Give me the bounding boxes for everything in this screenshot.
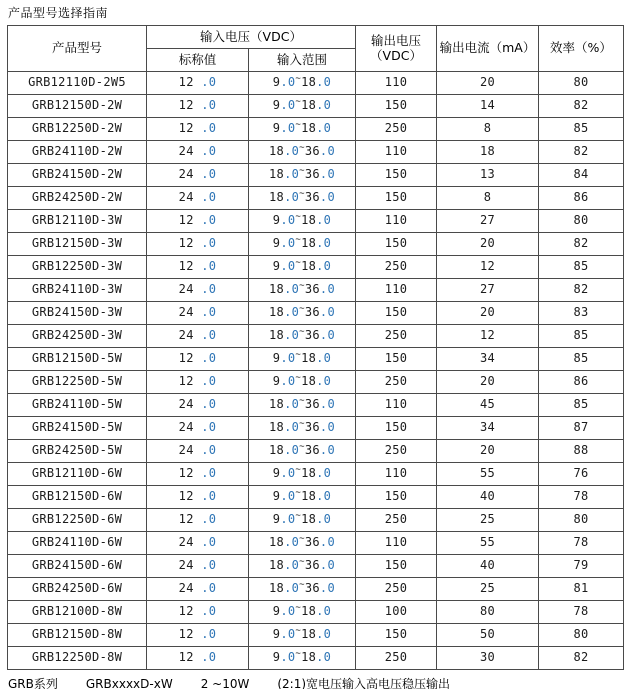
- cell-model: GRB24150D-5W: [8, 417, 147, 440]
- table-row: [8, 95, 624, 118]
- cell-model: GRB24110D-5W: [8, 394, 147, 417]
- cell-vout_vdc: 110: [356, 394, 437, 417]
- cell-range: 9.0~18.0: [249, 348, 356, 371]
- cell-eff_pct: 87: [539, 417, 624, 440]
- cell-nominal: 24 .0: [147, 417, 249, 440]
- cell-eff_pct: 85: [539, 348, 624, 371]
- header-row-1: [8, 26, 624, 49]
- table-row: [8, 279, 624, 302]
- table-row: [8, 256, 624, 279]
- cell-iout_ma: 30: [437, 647, 539, 670]
- header-input-voltage-group: 输入电压（VDC）: [147, 26, 356, 49]
- cell-eff_pct: 79: [539, 555, 624, 578]
- cell-nominal: 12 .0: [147, 118, 249, 141]
- cell-eff_pct: 78: [539, 532, 624, 555]
- cell-range: 18.0~36.0: [249, 555, 356, 578]
- header-input-range: 输入范围: [249, 49, 356, 72]
- cell-range: 18.0~36.0: [249, 417, 356, 440]
- cell-model: GRB24110D-6W: [8, 532, 147, 555]
- table-row: [8, 233, 624, 256]
- table-row: [8, 624, 624, 647]
- cell-vout_vdc: 110: [356, 72, 437, 95]
- cell-nominal: 24 .0: [147, 394, 249, 417]
- cell-range: 9.0~18.0: [249, 118, 356, 141]
- table-row: [8, 394, 624, 417]
- cell-eff_pct: 82: [539, 279, 624, 302]
- cell-eff_pct: 82: [539, 647, 624, 670]
- cell-range: 18.0~36.0: [249, 279, 356, 302]
- cell-eff_pct: 82: [539, 141, 624, 164]
- page-title: 产品型号选择指南: [8, 6, 109, 20]
- cell-iout_ma: 40: [437, 486, 539, 509]
- cell-vout_vdc: 100: [356, 601, 437, 624]
- cell-vout_vdc: 250: [356, 578, 437, 601]
- cell-range: 9.0~18.0: [249, 486, 356, 509]
- cell-eff_pct: 85: [539, 256, 624, 279]
- cell-nominal: 24 .0: [147, 302, 249, 325]
- cell-iout_ma: 12: [437, 325, 539, 348]
- cell-vout_vdc: 250: [356, 371, 437, 394]
- cell-model: GRB24150D-2W: [8, 164, 147, 187]
- cell-iout_ma: 50: [437, 624, 539, 647]
- cell-model: GRB12150D-3W: [8, 233, 147, 256]
- table-body: [8, 72, 624, 670]
- cell-eff_pct: 83: [539, 302, 624, 325]
- table-row: [8, 463, 624, 486]
- cell-model: GRB12150D-6W: [8, 486, 147, 509]
- cell-range: 18.0~36.0: [249, 164, 356, 187]
- table-row: [8, 325, 624, 348]
- cell-nominal: 12 .0: [147, 348, 249, 371]
- cell-eff_pct: 86: [539, 371, 624, 394]
- cell-vout_vdc: 110: [356, 210, 437, 233]
- cell-eff_pct: 80: [539, 624, 624, 647]
- cell-vout_vdc: 250: [356, 325, 437, 348]
- cell-vout_vdc: 150: [356, 486, 437, 509]
- footer-description: (2:1)宽电压输入高电压稳压输出: [277, 677, 451, 689]
- table-row: [8, 302, 624, 325]
- cell-eff_pct: 78: [539, 601, 624, 624]
- cell-iout_ma: 13: [437, 164, 539, 187]
- cell-range: 9.0~18.0: [249, 371, 356, 394]
- cell-iout_ma: 20: [437, 233, 539, 256]
- cell-vout_vdc: 250: [356, 509, 437, 532]
- cell-eff_pct: 78: [539, 486, 624, 509]
- cell-nominal: 12 .0: [147, 95, 249, 118]
- cell-nominal: 12 .0: [147, 486, 249, 509]
- cell-eff_pct: 85: [539, 118, 624, 141]
- cell-vout_vdc: 150: [356, 348, 437, 371]
- cell-model: GRB24250D-3W: [8, 325, 147, 348]
- cell-iout_ma: 12: [437, 256, 539, 279]
- cell-range: 9.0~18.0: [249, 601, 356, 624]
- cell-nominal: 24 .0: [147, 187, 249, 210]
- cell-iout_ma: 18: [437, 141, 539, 164]
- cell-iout_ma: 34: [437, 417, 539, 440]
- cell-model: GRB12250D-5W: [8, 371, 147, 394]
- cell-model: GRB12110D-3W: [8, 210, 147, 233]
- cell-nominal: 24 .0: [147, 164, 249, 187]
- cell-vout_vdc: 150: [356, 624, 437, 647]
- table-row: [8, 578, 624, 601]
- table-row: [8, 141, 624, 164]
- table-row: [8, 601, 624, 624]
- cell-range: 9.0~18.0: [249, 256, 356, 279]
- cell-nominal: 12 .0: [147, 509, 249, 532]
- cell-model: GRB12110D-2W5: [8, 72, 147, 95]
- cell-nominal: 24 .0: [147, 325, 249, 348]
- cell-model: GRB24110D-3W: [8, 279, 147, 302]
- cell-range: 18.0~36.0: [249, 532, 356, 555]
- header-output-voltage: [356, 26, 437, 72]
- cell-vout_vdc: 250: [356, 256, 437, 279]
- cell-range: 9.0~18.0: [249, 233, 356, 256]
- footer-series: GRB系列: [8, 677, 58, 689]
- cell-range: 18.0~36.0: [249, 187, 356, 210]
- cell-iout_ma: 27: [437, 279, 539, 302]
- cell-nominal: 12 .0: [147, 256, 249, 279]
- cell-range: 18.0~36.0: [249, 440, 356, 463]
- cell-range: 18.0~36.0: [249, 578, 356, 601]
- cell-model: GRB12250D-8W: [8, 647, 147, 670]
- header-output-current: 输出电流（mA）: [437, 26, 539, 72]
- cell-range: 18.0~36.0: [249, 325, 356, 348]
- cell-iout_ma: 55: [437, 463, 539, 486]
- cell-iout_ma: 20: [437, 440, 539, 463]
- cell-model: GRB12100D-8W: [8, 601, 147, 624]
- cell-iout_ma: 40: [437, 555, 539, 578]
- cell-vout_vdc: 150: [356, 187, 437, 210]
- cell-iout_ma: 55: [437, 532, 539, 555]
- cell-vout_vdc: 150: [356, 164, 437, 187]
- product-selection-table: [7, 25, 624, 670]
- cell-vout_vdc: 110: [356, 532, 437, 555]
- cell-eff_pct: 85: [539, 394, 624, 417]
- cell-vout_vdc: 110: [356, 141, 437, 164]
- table-row: [8, 555, 624, 578]
- cell-eff_pct: 88: [539, 440, 624, 463]
- footer-model-pattern: GRBxxxxD-xW: [85, 677, 173, 689]
- table-row: [8, 164, 624, 187]
- cell-model: GRB24250D-6W: [8, 578, 147, 601]
- table-row: [8, 118, 624, 141]
- header-product-model: 产品型号: [8, 26, 147, 72]
- cell-vout_vdc: 150: [356, 233, 437, 256]
- cell-iout_ma: 27: [437, 210, 539, 233]
- cell-model: GRB12150D-5W: [8, 348, 147, 371]
- table-row: [8, 647, 624, 670]
- table-row: [8, 440, 624, 463]
- table-header: [8, 26, 624, 72]
- table-row: [8, 371, 624, 394]
- cell-model: GRB12150D-2W: [8, 95, 147, 118]
- cell-eff_pct: 80: [539, 509, 624, 532]
- cell-range: 9.0~18.0: [249, 210, 356, 233]
- cell-eff_pct: 81: [539, 578, 624, 601]
- cell-vout_vdc: 110: [356, 463, 437, 486]
- cell-range: 18.0~36.0: [249, 141, 356, 164]
- cell-nominal: 12 .0: [147, 371, 249, 394]
- header-output-voltage-line1: 输出电压: [370, 33, 421, 49]
- cell-iout_ma: 45: [437, 394, 539, 417]
- cell-iout_ma: 8: [437, 187, 539, 210]
- cell-range: 18.0~36.0: [249, 394, 356, 417]
- cell-iout_ma: 8: [437, 118, 539, 141]
- cell-iout_ma: 34: [437, 348, 539, 371]
- cell-vout_vdc: 150: [356, 95, 437, 118]
- cell-nominal: 12 .0: [147, 463, 249, 486]
- cell-vout_vdc: 150: [356, 302, 437, 325]
- cell-eff_pct: 82: [539, 233, 624, 256]
- cell-vout_vdc: 150: [356, 417, 437, 440]
- header-nominal-value: 标称值: [147, 49, 249, 72]
- header-efficiency: 效率（%）: [539, 26, 624, 72]
- cell-vout_vdc: 250: [356, 440, 437, 463]
- cell-iout_ma: 20: [437, 371, 539, 394]
- cell-vout_vdc: 150: [356, 555, 437, 578]
- table-row: [8, 348, 624, 371]
- cell-nominal: 12 .0: [147, 601, 249, 624]
- table-row: [8, 486, 624, 509]
- cell-nominal: 24 .0: [147, 279, 249, 302]
- cell-iout_ma: 80: [437, 601, 539, 624]
- cell-range: 9.0~18.0: [249, 95, 356, 118]
- cell-nominal: 24 .0: [147, 578, 249, 601]
- footer-note: [8, 675, 624, 689]
- table-row: [8, 417, 624, 440]
- cell-nominal: 12 .0: [147, 624, 249, 647]
- cell-vout_vdc: 110: [356, 279, 437, 302]
- table-row: [8, 210, 624, 233]
- header-output-voltage-line2: （VDC）: [370, 47, 422, 63]
- cell-model: GRB24150D-3W: [8, 302, 147, 325]
- cell-range: 9.0~18.0: [249, 463, 356, 486]
- cell-nominal: 12 .0: [147, 647, 249, 670]
- cell-range: 9.0~18.0: [249, 647, 356, 670]
- cell-model: GRB12250D-3W: [8, 256, 147, 279]
- cell-nominal: 12 .0: [147, 210, 249, 233]
- cell-nominal: 12 .0: [147, 233, 249, 256]
- cell-iout_ma: 20: [437, 72, 539, 95]
- cell-nominal: 24 .0: [147, 532, 249, 555]
- cell-model: GRB24150D-6W: [8, 555, 147, 578]
- cell-eff_pct: 85: [539, 325, 624, 348]
- cell-vout_vdc: 250: [356, 118, 437, 141]
- table-row: [8, 72, 624, 95]
- cell-eff_pct: 80: [539, 72, 624, 95]
- cell-iout_ma: 25: [437, 578, 539, 601]
- cell-nominal: 12 .0: [147, 72, 249, 95]
- cell-nominal: 24 .0: [147, 440, 249, 463]
- cell-eff_pct: 76: [539, 463, 624, 486]
- cell-range: 9.0~18.0: [249, 509, 356, 532]
- table-row: [8, 509, 624, 532]
- cell-eff_pct: 84: [539, 164, 624, 187]
- cell-model: GRB12150D-8W: [8, 624, 147, 647]
- cell-nominal: 24 .0: [147, 141, 249, 164]
- footer-power-range: 2 ~10W: [200, 677, 250, 689]
- table-row: [8, 187, 624, 210]
- cell-model: GRB12250D-2W: [8, 118, 147, 141]
- cell-model: GRB12250D-6W: [8, 509, 147, 532]
- cell-model: GRB24110D-2W: [8, 141, 147, 164]
- cell-eff_pct: 82: [539, 95, 624, 118]
- cell-eff_pct: 80: [539, 210, 624, 233]
- cell-model: GRB24250D-5W: [8, 440, 147, 463]
- cell-range: 9.0~18.0: [249, 624, 356, 647]
- cell-iout_ma: 25: [437, 509, 539, 532]
- cell-range: 18.0~36.0: [249, 302, 356, 325]
- cell-model: GRB12110D-6W: [8, 463, 147, 486]
- cell-iout_ma: 14: [437, 95, 539, 118]
- cell-vout_vdc: 250: [356, 647, 437, 670]
- cell-eff_pct: 86: [539, 187, 624, 210]
- cell-nominal: 24 .0: [147, 555, 249, 578]
- cell-iout_ma: 20: [437, 302, 539, 325]
- cell-model: GRB24250D-2W: [8, 187, 147, 210]
- cell-range: 9.0~18.0: [249, 72, 356, 95]
- table-row: [8, 532, 624, 555]
